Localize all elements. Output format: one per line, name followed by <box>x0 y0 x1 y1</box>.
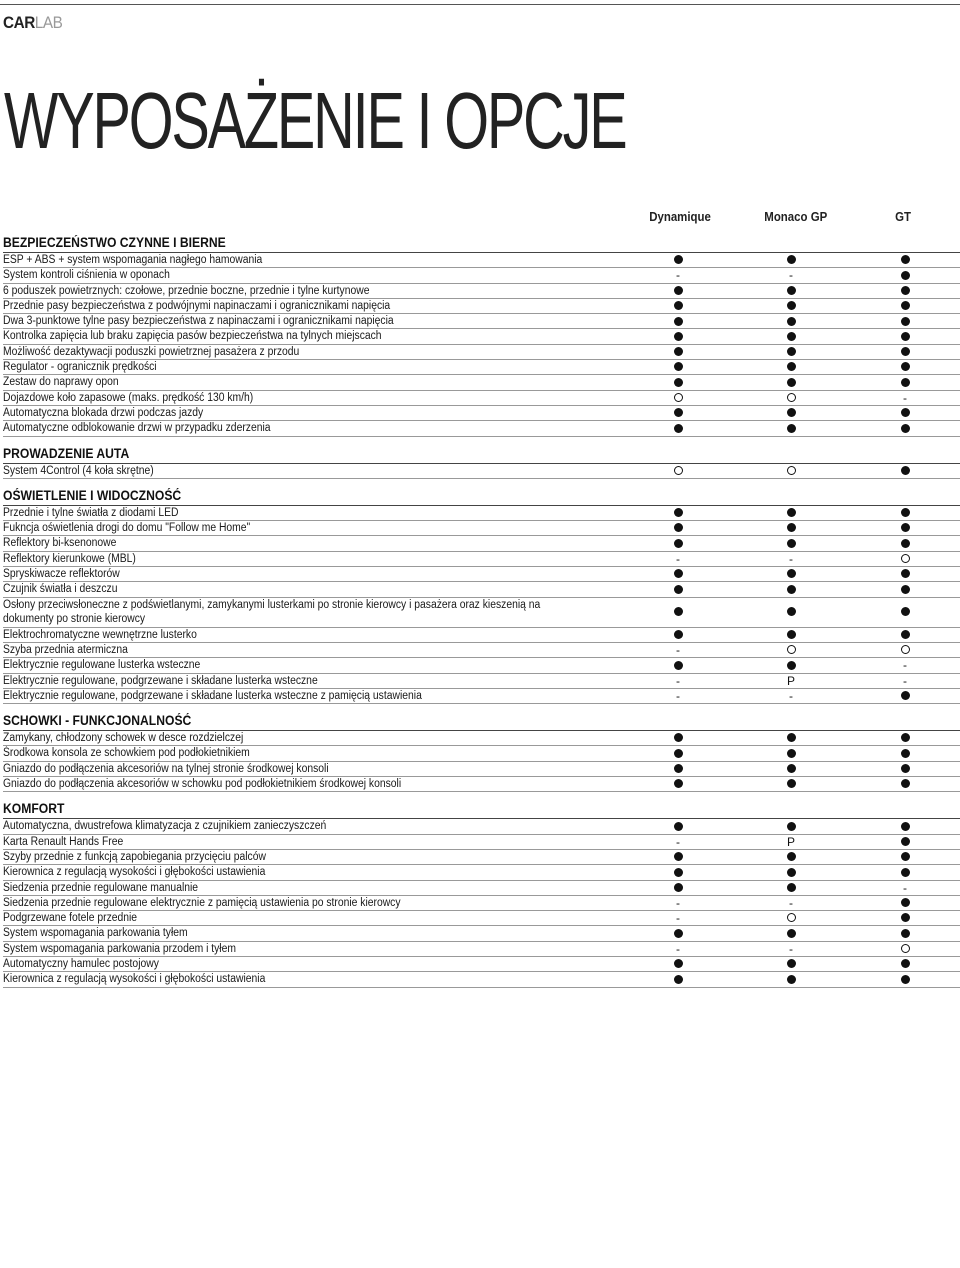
table-row <box>3 896 960 911</box>
standard-dot-icon <box>781 299 801 313</box>
row-label: Karta Renault Hands Free <box>3 835 124 848</box>
table-row <box>3 658 960 673</box>
standard-dot-icon <box>781 819 801 833</box>
standard-dot-icon <box>781 746 801 760</box>
standard-dot-icon <box>668 375 688 389</box>
value-cell: - <box>676 551 680 566</box>
standard-dot-icon <box>668 536 688 550</box>
standard-dot-icon <box>895 406 915 420</box>
standard-dot-icon <box>668 957 688 971</box>
option-circle-icon <box>668 391 688 405</box>
standard-dot-icon <box>781 406 801 420</box>
table-row <box>3 911 960 926</box>
standard-dot-icon <box>668 972 688 986</box>
standard-dot-icon <box>668 746 688 760</box>
section-heading <box>3 487 960 506</box>
table-row <box>3 926 960 941</box>
standard-dot-icon <box>668 567 688 581</box>
row-label: Automatyczne odblokowanie drzwi w przypadku zderzenia <box>3 422 271 435</box>
standard-dot-icon <box>895 957 915 971</box>
standard-dot-icon <box>781 605 801 619</box>
table-row <box>3 582 960 597</box>
section-title: PROWADZENIE AUTA <box>3 445 130 461</box>
row-label: Spryskiwacze reflektorów <box>3 568 120 581</box>
value-cell: - <box>903 880 907 895</box>
standard-dot-icon <box>668 329 688 343</box>
standard-dot-icon <box>668 762 688 776</box>
table-row <box>3 674 960 689</box>
column-header-monaco-gp: Monaco GP <box>764 209 828 224</box>
standard-dot-icon <box>895 865 915 879</box>
option-circle-icon <box>668 464 688 478</box>
table-row <box>3 643 960 658</box>
standard-dot-icon <box>668 777 688 791</box>
standard-dot-icon <box>781 345 801 359</box>
value-cell: - <box>789 688 793 703</box>
standard-dot-icon <box>895 777 915 791</box>
table-row <box>3 850 960 865</box>
row-label: Zestaw do naprawy opon <box>3 376 119 389</box>
table-row <box>3 762 960 777</box>
standard-dot-icon <box>781 567 801 581</box>
standard-dot-icon <box>781 881 801 895</box>
standard-dot-icon <box>895 360 915 374</box>
value-cell: - <box>789 941 793 956</box>
standard-dot-icon <box>668 506 688 520</box>
row-label: Kontrolka zapięcia lub braku zapięcia pasów bezpieczeństwa na tylnych miejscach <box>3 330 382 343</box>
standard-dot-icon <box>668 314 688 328</box>
value-cell: - <box>676 895 680 910</box>
standard-dot-icon <box>781 731 801 745</box>
standard-dot-icon <box>668 926 688 940</box>
option-circle-icon <box>781 464 801 478</box>
value-cell: - <box>676 688 680 703</box>
row-label: Czujnik światła i deszczu <box>3 583 118 596</box>
table-row <box>3 598 960 628</box>
standard-dot-icon <box>781 762 801 776</box>
standard-dot-icon <box>895 762 915 776</box>
section-heading <box>3 800 960 819</box>
table-row <box>3 689 960 704</box>
standard-dot-icon <box>668 345 688 359</box>
standard-dot-icon <box>895 926 915 940</box>
value-cell: - <box>789 268 793 283</box>
value-cell: - <box>903 390 907 405</box>
table-row <box>3 865 960 880</box>
value-cell: P <box>786 673 795 688</box>
option-circle-icon <box>781 391 801 405</box>
row-label: ESP + ABS + system wspomagania nagłego hamowania <box>3 254 263 266</box>
value-cell: - <box>789 551 793 566</box>
standard-dot-icon <box>668 253 688 267</box>
standard-dot-icon <box>895 299 915 313</box>
standard-dot-icon <box>895 464 915 478</box>
standard-dot-icon <box>781 850 801 864</box>
standard-dot-icon <box>781 253 801 267</box>
table-row <box>3 746 960 761</box>
standard-dot-icon <box>668 850 688 864</box>
row-label: Dojazdowe koło zapasowe (maks. prędkość 130 km/h) <box>3 391 254 404</box>
brand-logo <box>3 13 62 33</box>
row-label: Elektrycznie regulowane lusterka wsteczne <box>3 659 201 672</box>
standard-dot-icon <box>895 314 915 328</box>
standard-dot-icon <box>895 375 915 389</box>
standard-dot-icon <box>895 605 915 619</box>
row-label: Automatyczna, dwustrefowa klimatyzacja z czujnikiem zanieczyszczeń <box>3 820 327 833</box>
row-label: Elektrycznie regulowane, podgrzewane i składane lusterka wsteczne <box>3 674 318 687</box>
standard-dot-icon <box>668 731 688 745</box>
table-row <box>3 345 960 360</box>
table-row <box>3 521 960 536</box>
row-label: Automatyczna blokada drzwi podczas jazdy <box>3 406 204 419</box>
row-label: Regulator - ogranicznik prędkości <box>3 361 157 374</box>
table-row <box>3 552 960 567</box>
row-label: Przednie i tylne światła z diodami LED <box>3 506 179 519</box>
standard-dot-icon <box>781 329 801 343</box>
standard-dot-icon <box>781 360 801 374</box>
table-row <box>3 391 960 406</box>
standard-dot-icon <box>895 536 915 550</box>
value-cell: - <box>676 642 680 657</box>
option-circle-icon <box>895 552 915 566</box>
value-cell: - <box>676 941 680 956</box>
row-label: Gniazdo do podłączenia akcesoriów w schowku pod podłokietnikiem środkowej konsoli <box>3 778 402 791</box>
standard-dot-icon <box>895 972 915 986</box>
section-title: BEZPIECZEŃSTWO CZYNNE I BIERNE <box>3 235 226 250</box>
value-cell: - <box>676 911 680 926</box>
row-label: Reflektory bi-ksenonowe <box>3 537 117 550</box>
column-header-dynamique: Dynamique <box>649 209 711 224</box>
table-row <box>3 421 960 436</box>
standard-dot-icon <box>781 628 801 642</box>
table-row <box>3 835 960 850</box>
row-label: Dwa 3-punktowe tylne pasy bezpieczeństwa z napinaczami i ogranicznikami napięcia <box>3 315 394 328</box>
standard-dot-icon <box>668 628 688 642</box>
standard-dot-icon <box>895 253 915 267</box>
section-title: SCHOWKI - FUNKCJONALNOŚĆ <box>3 713 192 729</box>
standard-dot-icon <box>895 329 915 343</box>
row-label: Reflektory kierunkowe (MBL) <box>3 552 136 565</box>
column-header-gt: GT <box>895 209 911 224</box>
row-label: System 4Control (4 koła skrętne) <box>3 464 154 477</box>
page-title: WYPOSAŻENIE I OPCJE <box>4 76 626 165</box>
standard-dot-icon <box>668 284 688 298</box>
table-row <box>3 253 960 268</box>
row-label: Podgrzewane fotele przednie <box>3 912 138 925</box>
standard-dot-icon <box>668 658 688 672</box>
row-label: 6 poduszek powietrznych: czołowe, przednie boczne, przednie i tylne kurtynowe <box>3 284 370 297</box>
section-heading <box>3 712 960 731</box>
standard-dot-icon <box>668 299 688 313</box>
section-title: KOMFORT <box>3 801 65 817</box>
standard-dot-icon <box>895 819 915 833</box>
equipment-table <box>3 234 960 988</box>
section-heading <box>3 445 960 464</box>
table-row <box>3 268 960 283</box>
standard-dot-icon <box>895 345 915 359</box>
standard-dot-icon <box>781 375 801 389</box>
table-row <box>3 628 960 643</box>
option-circle-icon <box>781 911 801 925</box>
standard-dot-icon <box>781 658 801 672</box>
standard-dot-icon <box>895 746 915 760</box>
standard-dot-icon <box>781 957 801 971</box>
standard-dot-icon <box>895 567 915 581</box>
row-label: Siedzenia przednie regulowane manualnie <box>3 881 199 894</box>
option-circle-icon <box>895 942 915 956</box>
brand-bold: CAR <box>3 13 35 32</box>
row-label: Szyby przednie z funkcją zapobiegania przycięciu palców <box>3 850 266 863</box>
row-label: Osłony przeciwsłoneczne z podświetlanymi, zamykanymi lusterkami po stronie kierowcy i pasażera oraz kieszenią na dokumenty po stronie kierowcy <box>3 598 541 625</box>
standard-dot-icon <box>781 865 801 879</box>
row-label: System wspomagania parkowania tyłem <box>3 927 188 940</box>
row-label: Szyba przednia atermiczna <box>3 643 128 656</box>
row-label: Zamykany, chłodzony schowek w desce rozdzielczej <box>3 732 244 745</box>
table-row <box>3 329 960 344</box>
standard-dot-icon <box>781 926 801 940</box>
standard-dot-icon <box>895 731 915 745</box>
table-row <box>3 819 960 834</box>
standard-dot-icon <box>668 421 688 435</box>
standard-dot-icon <box>895 850 915 864</box>
table-row <box>3 731 960 746</box>
standard-dot-icon <box>668 582 688 596</box>
standard-dot-icon <box>895 421 915 435</box>
standard-dot-icon <box>781 314 801 328</box>
standard-dot-icon <box>895 628 915 642</box>
table-row <box>3 464 960 479</box>
standard-dot-icon <box>668 605 688 619</box>
standard-dot-icon <box>895 911 915 925</box>
row-label: Kierownica z regulacją wysokości i głębokości ustawienia <box>3 866 266 879</box>
standard-dot-icon <box>668 881 688 895</box>
value-cell: - <box>676 673 680 688</box>
standard-dot-icon <box>668 865 688 879</box>
standard-dot-icon <box>781 972 801 986</box>
row-label: Elektrycznie regulowane, podgrzewane i składane lusterka wsteczne z pamięcią ustawienia <box>3 689 422 702</box>
standard-dot-icon <box>895 506 915 520</box>
standard-dot-icon <box>781 521 801 535</box>
table-row <box>3 942 960 957</box>
table-row <box>3 536 960 551</box>
table-row <box>3 957 960 972</box>
row-label: Kierownica z regulacją wysokości i głębokości ustawienia <box>3 973 266 986</box>
standard-dot-icon <box>895 268 915 282</box>
standard-dot-icon <box>895 521 915 535</box>
standard-dot-icon <box>895 689 915 703</box>
table-row <box>3 406 960 421</box>
option-circle-icon <box>895 643 915 657</box>
top-rule <box>0 4 960 5</box>
value-cell: - <box>903 673 907 688</box>
value-cell: - <box>789 895 793 910</box>
table-row <box>3 881 960 896</box>
standard-dot-icon <box>781 536 801 550</box>
row-label: Siedzenia przednie regulowane elektrycznie z pamięcią ustawienia po stronie kierowcy <box>3 896 401 909</box>
standard-dot-icon <box>781 284 801 298</box>
standard-dot-icon <box>781 582 801 596</box>
standard-dot-icon <box>668 360 688 374</box>
row-label: Możliwość dezaktywacji poduszki powietrznej pasażera z przodu <box>3 345 300 358</box>
row-label: Automatyczny hamulec postojowy <box>3 957 159 970</box>
table-row <box>3 777 960 792</box>
table-row <box>3 360 960 375</box>
standard-dot-icon <box>668 406 688 420</box>
brand-light: LAB <box>34 13 63 32</box>
standard-dot-icon <box>895 835 915 849</box>
table-row <box>3 284 960 299</box>
row-label: Fukncja oświetlenia drogi do domu "Follow me Home" <box>3 522 251 535</box>
table-row <box>3 375 960 390</box>
standard-dot-icon <box>895 582 915 596</box>
standard-dot-icon <box>781 777 801 791</box>
standard-dot-icon <box>668 819 688 833</box>
row-label: Gniazdo do podłączenia akcesoriów na tylnej stronie środkowej konsoli <box>3 762 329 775</box>
table-row <box>3 972 960 987</box>
row-label: Środkowa konsola ze schowkiem pod podłokietnikiem <box>3 747 250 760</box>
option-circle-icon <box>781 643 801 657</box>
standard-dot-icon <box>668 521 688 535</box>
standard-dot-icon <box>895 284 915 298</box>
standard-dot-icon <box>781 506 801 520</box>
row-label: System wspomagania parkowania przodem i tyłem <box>3 942 236 955</box>
value-cell: - <box>676 268 680 283</box>
standard-dot-icon <box>781 421 801 435</box>
table-row <box>3 314 960 329</box>
section-heading <box>3 234 960 253</box>
table-row <box>3 299 960 314</box>
table-row <box>3 506 960 521</box>
section-title: OŚWIETLENIE I WIDOCZNOŚĆ <box>3 487 182 503</box>
table-row <box>3 567 960 582</box>
row-label: System kontroli ciśnienia w oponach <box>3 269 170 282</box>
row-label: Elektrochromatyczne wewnętrzne lusterko <box>3 628 197 641</box>
value-cell: P <box>786 834 795 849</box>
value-cell: - <box>903 658 907 673</box>
row-label: Przednie pasy bezpieczeństwa z podwójnymi napinaczami i ogranicznikami napięcia <box>3 299 391 312</box>
standard-dot-icon <box>895 896 915 910</box>
value-cell: - <box>676 834 680 849</box>
